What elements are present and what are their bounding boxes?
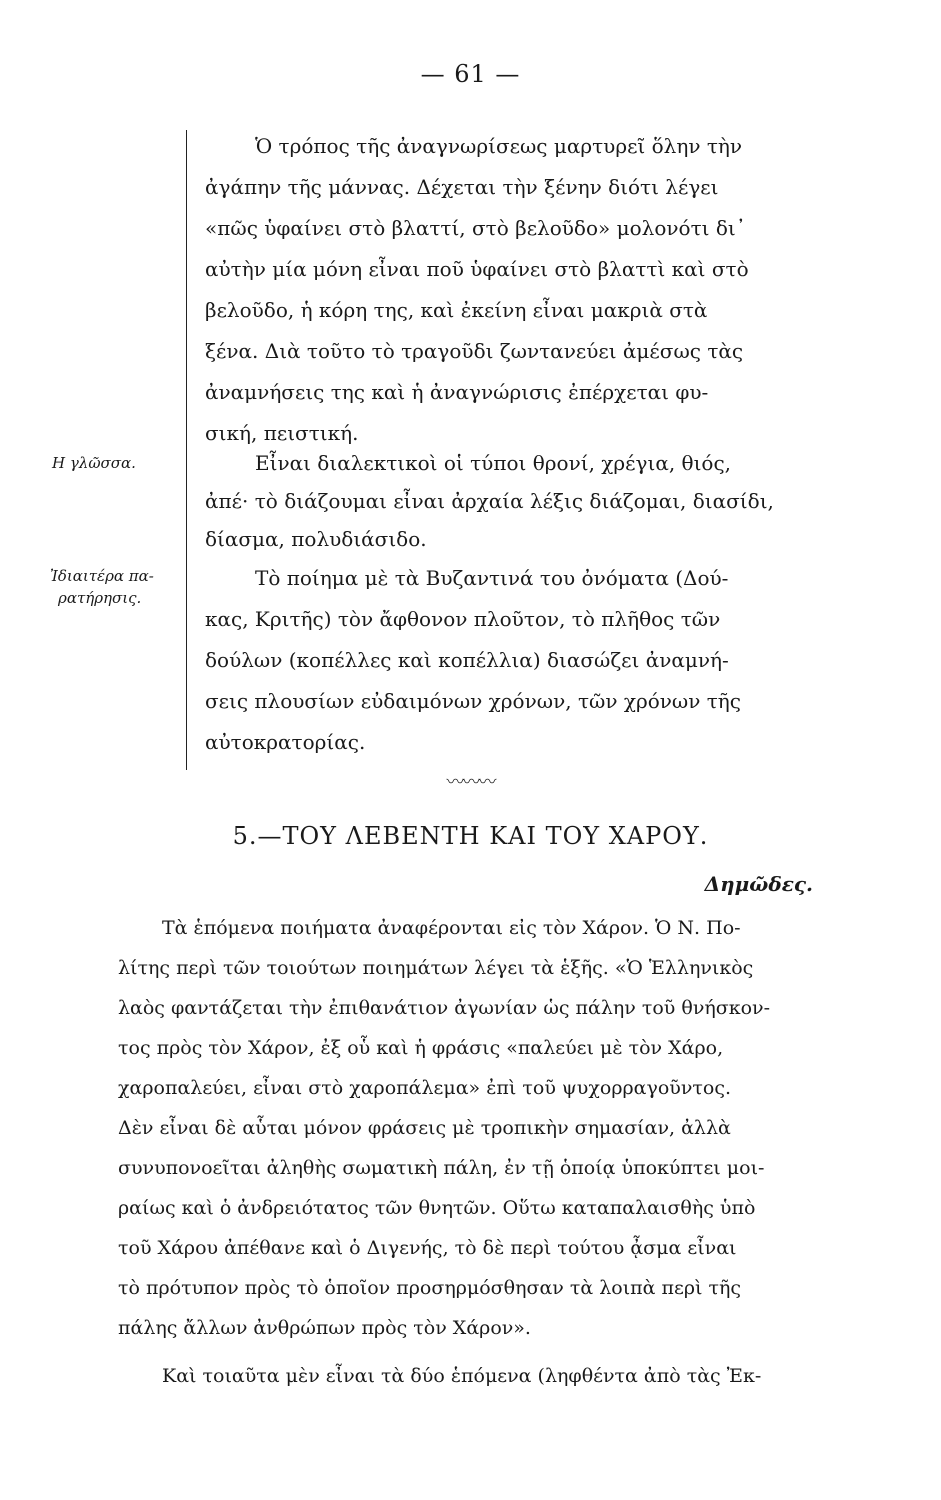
ornament-divider: 〰〰〰 <box>446 772 495 793</box>
text-line: σεις πλουσίων εὐδαιμόνων χρόνων, τῶν χρόνων τῆς <box>205 689 741 713</box>
paragraph-recognition <box>205 126 850 454</box>
text-line: αὐτὴν μία μόνη εἶναι ποῦ ὑφαίνει στὸ βλαττὶ καὶ στὸ <box>205 257 749 281</box>
text-line: συνυπονοεῖται ἀληθὴς σωματικὴ πάλη, ἐν τῇ ὁποίᾳ ὑποκύπτει μοι- <box>118 1157 765 1179</box>
paragraph-dialect <box>205 444 850 558</box>
text-line: δίασμα, πολυδιάσιδο. <box>205 527 427 551</box>
margin-note-line: Ἰδιαιτέρα πα- <box>50 567 154 585</box>
text-line: πάλης ἄλλων ἀνθρώπων πρὸς τὸν Χάρον». <box>118 1317 531 1339</box>
text-line: κας, Κριτῆς) τὸν ἄφθονον πλοῦτον, τὸ πλῆθος τῶν <box>205 607 721 631</box>
margin-rule <box>186 130 187 770</box>
text-line: ἀναμνήσεις της καὶ ἡ ἀναγνώρισις ἐπέρχεται φυ- <box>205 380 709 404</box>
text-line: χαροπαλεύει, εἶναι στὸ χαροπάλεμα» ἐπὶ τοῦ ψυχορραγοῦντος. <box>118 1077 732 1099</box>
text-line: «πῶς ὑφαίνει στὸ βλαττί, στὸ βελοῦδο» μολονότι δι᾽ <box>205 216 746 240</box>
margin-note-special-remarks <box>50 565 154 609</box>
text-line: λίτης περὶ τῶν τοιούτων ποιημάτων λέγει τὰ ἑξῆς. «Ὁ Ἑλληνικὸς <box>118 957 754 979</box>
text-line: Δὲν εἶναι δὲ αὗται μόνον φράσεις μὲ τροπικὴν σημασίαν, ἀλλὰ <box>118 1117 731 1139</box>
section-subheading: Δημῶδες. <box>704 872 813 896</box>
paragraph-poem-byzantine <box>205 558 850 763</box>
text-line: λαὸς φαντάζεται τὴν ἐπιθανάτιον ἀγωνίαν ὡς πάλην τοῦ θνήσκον- <box>118 997 771 1019</box>
text-line: τοῦ Χάρου ἀπέθανε καὶ ὁ Διγενής, τὸ δὲ περὶ τούτου ᾆσμα εἶναι <box>118 1237 737 1259</box>
margin-note-language: Η γλῶσσα. <box>52 454 136 472</box>
text-line: Τὸ ποίημα μὲ τὰ Βυζαντινά του ὀνόματα (Δού- <box>255 566 729 590</box>
text-line: ἀπέ· τὸ διάζουμαι εἶναι ἀρχαία λέξις διάζομαι, διασίδι, <box>205 489 774 513</box>
text-line: σική, πειστική. <box>205 421 359 445</box>
text-line: τος πρὸς τὸν Χάρον, ἐξ οὗ καὶ ἡ φράσις «παλεύει μὲ τὸν Χάρο, <box>118 1037 724 1059</box>
text-line: Ὁ τρόπος τῆς ἀναγνωρίσεως μαρτυρεῖ ὅλην τὴν <box>255 134 743 158</box>
text-line: ραίως καὶ ὁ ἀνδρειότατος τῶν θνητῶν. Οὕτω καταπαλαισθὴς ὑπὸ <box>118 1197 756 1219</box>
text-line: αὐτοκρατορίας. <box>205 730 366 754</box>
text-line: Καὶ τοιαῦτα μὲν εἶναι τὰ δύο ἑπόμενα (ληφθέντα ἀπὸ τὰς Ἐκ- <box>162 1365 762 1387</box>
margin-note-line: ρατήρησις. <box>58 589 142 607</box>
text-line: δούλων (κοπέλλες καὶ κοπέλλια) διασώζει ἀναμνή- <box>205 648 729 672</box>
text-line: Εἶναι διαλεκτικοὶ οἱ τύποι θρονί, χρέγια, θιός, <box>255 451 732 475</box>
text-line: ξένα. Διὰ τοῦτο τὸ τραγοῦδι ζωντανεύει ἀμέσως τὰς <box>205 339 744 363</box>
paragraph-charos <box>118 908 863 1348</box>
paragraph-following <box>118 1356 863 1396</box>
page-number: — 61 — <box>420 60 521 88</box>
text-line: Τὰ ἑπόμενα ποιήματα ἀναφέρονται εἰς τὸν Χάρον. Ὁ Ν. Πο- <box>162 917 741 939</box>
text-line: βελοῦδο, ἡ κόρη της, καὶ ἐκείνη εἶναι μακριὰ στὰ <box>205 298 708 322</box>
text-line: τὸ πρότυπον πρὸς τὸ ὁποῖον προσηρμόσθησαν τὰ λοιπὰ περὶ τῆς <box>118 1277 742 1299</box>
section-heading: 5.—ΤΟΥ ΛΕΒΕΝΤΗ ΚΑΙ ΤΟΥ ΧΑΡΟΥ. <box>232 822 709 850</box>
text-line: ἀγάπην τῆς μάννας. Δέχεται τὴν ξένην διότι λέγει <box>205 175 719 199</box>
